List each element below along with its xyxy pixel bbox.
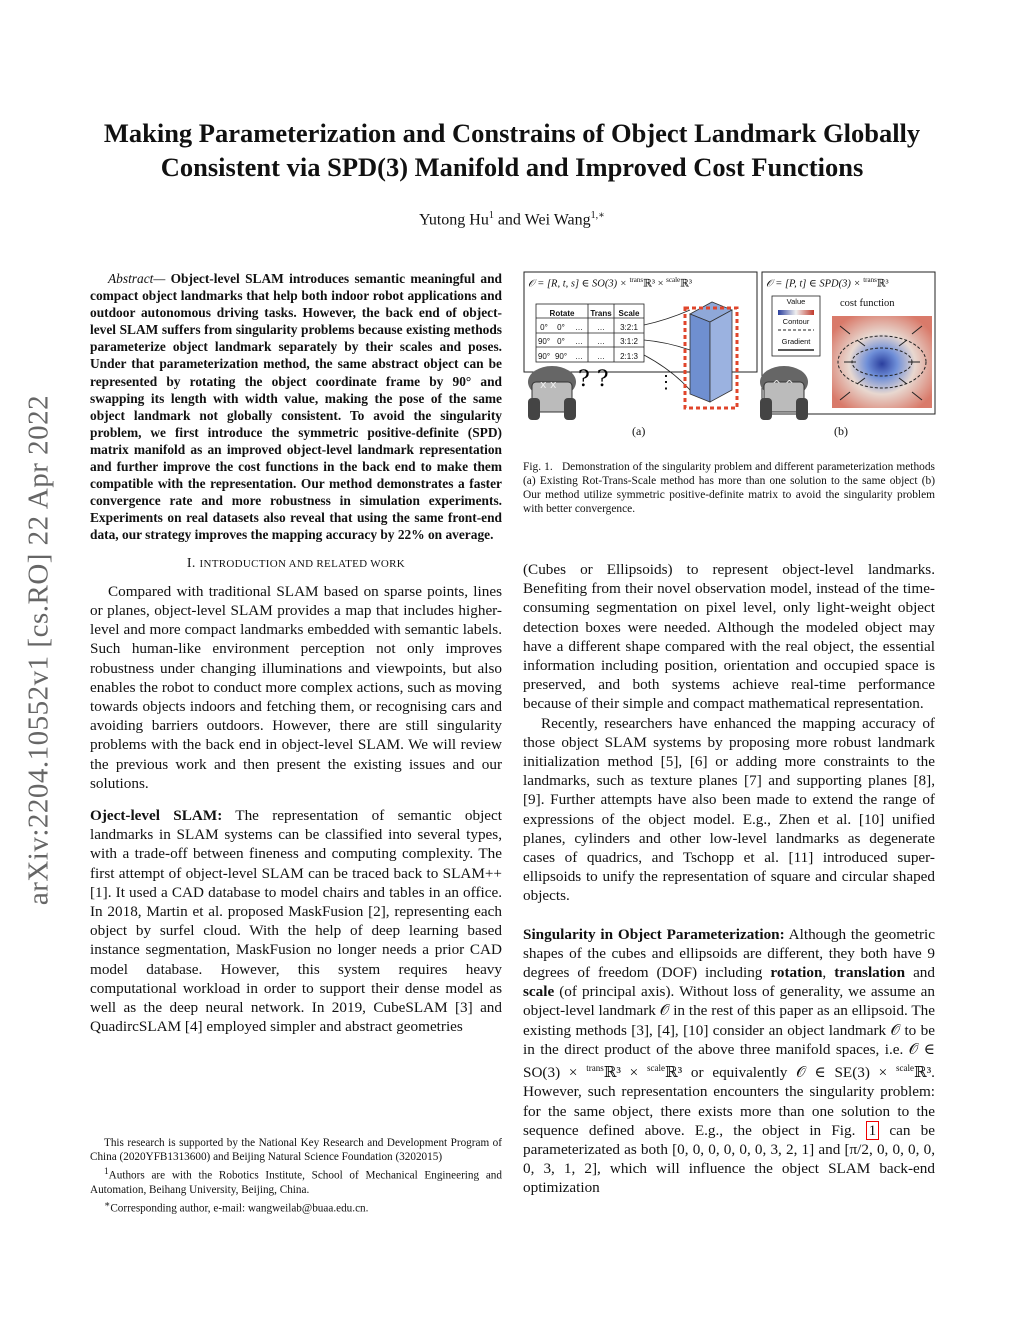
intro-paragraph-2 <box>90 806 502 1036</box>
title-line-1: Making Parameterization and Constrains of Object Landmark Globally <box>103 118 921 148</box>
section-1-title: INTRODUCTION AND RELATED WORK <box>199 557 406 570</box>
table-header-scale: Scale <box>618 308 640 318</box>
object-slam-heading: Oject-level SLAM: <box>90 806 223 824</box>
abstract-label: Abstract— <box>108 271 166 286</box>
table-cell: 90° <box>554 351 568 361</box>
panel-a-label: (a) <box>632 424 646 438</box>
singularity-paragraph <box>523 925 935 1198</box>
singularity-text-b: (of principal axis). Without loss of generality, we assume an object-level landmark 𝒪 in the rest of this paper as an ellipsoid. The existing methods [3], [4], [10] consider an object landmark 𝒪 to be in the direct product of the above three manifold spaces, i.e. 𝒪 ∈ SO(3) × <box>523 983 935 1082</box>
right-paragraph-2: Recently, researchers have enhanced the mapping accuracy of those object SLAM systems by proposing more robust landmark initialization method [5], [6] or adding more constraints to the landmarks, such as texture planes [7] and supporting planes [8], [9]. Further attempts have also been made to extend the range of expressions of the object model. E.g., Zhen et al. [10] unified planes, cylinders and other low-level landmarks as degenerate cases of quadrics, and Tschopp et al. [11] introduced super-ellipsoids to unify the representation of square and circular shaped objects. <box>523 714 935 905</box>
table-cell: 3:2:1 <box>620 322 638 332</box>
singularity-text-d: ℝ³ or equivalently 𝒪 ∈ SE(3) × <box>664 1064 896 1082</box>
left-column <box>90 270 502 1036</box>
author-list <box>80 210 944 229</box>
legend-gradient: Gradient <box>781 337 811 346</box>
legend-value: Value <box>786 297 806 306</box>
formula-a-main: 𝒪 = [R, t, s] ∈ SO(3) × <box>528 278 630 290</box>
and-word: and <box>905 964 935 982</box>
table-cell: 3:1:2 <box>620 337 638 347</box>
robot-right-icon <box>760 366 808 420</box>
sup-scale-2: scale <box>896 1063 914 1074</box>
cost-heatmap <box>832 316 932 408</box>
affiliation-footnote <box>90 1166 502 1197</box>
robot-left-icon <box>528 366 576 420</box>
table-cell: … <box>597 351 605 361</box>
table-header-rotate: Rotate <box>549 308 575 318</box>
figure-caption-text: Demonstration of the singularity problem and different parameterization methods (a) Existing Rot-Trans-Scale method has more than one solution to the same object (b) Our method utilize symmetric positive-definite matrix to avoid the singularity problem with better convergence. <box>523 461 935 515</box>
formula-a-r3: ℝ³ × <box>643 278 667 290</box>
table-row <box>536 349 644 364</box>
sup-scale: scale <box>646 1063 665 1074</box>
sup-trans: trans <box>586 1063 604 1074</box>
singularity-text-e: ℝ³. However, such representation encounters the singularity problem: for the same object, there exists more than one solution to the sequence defined above. E.g., the object in Fig. <box>523 1064 935 1139</box>
table-cell: … <box>597 322 605 332</box>
section-1-number: I. <box>186 555 200 571</box>
table-text <box>536 306 644 364</box>
term-translation: translation <box>834 964 906 982</box>
formula-b <box>766 276 889 291</box>
intro-paragraph-2-text: The representation of semantic object landmarks in SLAM systems can be classified into several types, with a trade-off between fineness and computing complexity. The first attempt of object-level SLAM can be traced back to SLAM++ [1]. It used a CAD database to model chairs and tables in an office. In 2018, Martin et al. proposed MaskFusion [2], representing each object by surfel cloud. With the help of deep learning based instance segmentation, MaskFusion no longer needs a prior CAD model database. However, this system requires heavy computational workload in order to support their dense model as well as the deep neural network. In 2019, CubeSLAM [3] and QuadircSLAM [4] employed simpler and abstract geometries <box>90 806 502 1036</box>
question-marks: ? ? <box>578 367 609 392</box>
table-cell: 90° <box>537 337 551 347</box>
author-2-affil: 1,∗ <box>590 210 605 221</box>
abstract <box>90 270 502 544</box>
singularity-text-a: Although the geometric shapes of the cubes and ellipsoids are different, they both have 9 degrees of freedom (DOF) including <box>523 925 936 982</box>
author-2: Wei Wang <box>524 211 591 229</box>
affiliation-mark: 1 <box>104 1167 109 1178</box>
table-cell: 90° <box>537 351 551 361</box>
table-row <box>536 335 644 350</box>
table-cell: 0° <box>557 322 565 332</box>
object-box <box>685 302 737 408</box>
corresponding-text: Corresponding author, e-mail: wangweilab@buaa.edu.cn. <box>110 1202 369 1215</box>
footnotes <box>90 1137 502 1216</box>
right-column <box>523 560 935 1198</box>
table-header-trans: Trans <box>590 308 612 318</box>
arxiv-sidebar <box>14 330 64 970</box>
legend-text <box>772 297 820 357</box>
formula-a-scale: scale <box>666 276 681 284</box>
section-heading-1 <box>90 554 502 574</box>
figure-reference-link[interactable]: 1 <box>866 1121 880 1140</box>
panel-b-label: (b) <box>834 424 848 438</box>
formula-b-trans: trans <box>863 276 877 284</box>
table-cell: 0° <box>540 322 548 332</box>
table-row <box>536 320 644 335</box>
table-cell: … <box>597 337 605 347</box>
figure-1-caption <box>523 460 935 516</box>
abstract-text: Object-level SLAM introduces semantic meaningful and compact object landmarks that help both indoor robot applications and outdoor autonomous driving tasks. However, the back end of object-level SLAM suffers from singularity problems because existing methods parameterize object landmark separately by their scales and poses. Under that parameterization method, the same abstract object can be represented by rotating the object coordinate frame by 90° and swapping its length with width value, making the pose of the same object landmark not globally consistent. To avoid the singularity problem, we first introduce the symmetric positive-definite (SPD) matrix manifold as an improved object-level landmark representation and further improve the cost functions in the back end to make them compatible with the representation. Our method demonstrates a faster convergence rate and more robustness in simulation experiments. Experiments on real datasets also reveal that using the same front-end data, our strategy improves the mapping accuracy by 22% on average. <box>90 271 502 543</box>
title-line-2: Consistent via SPD(3) Manifold and Improved Cost Functions <box>160 152 864 182</box>
term-scale: scale <box>523 983 555 1001</box>
arxiv-id: arXiv:2204.10552v1 [cs.RO] 22 Apr 2022 <box>22 394 55 906</box>
corresponding-mark: ∗ <box>104 1200 111 1211</box>
term-rotation: rotation <box>770 964 823 982</box>
figure-caption-label: Fig. 1. <box>523 461 553 473</box>
table-cell: … <box>575 322 583 332</box>
formula-a-trans: trans <box>629 276 644 284</box>
table-cell: … <box>575 351 583 361</box>
figure-1 <box>522 270 937 442</box>
singularity-text-f: can be parameterizated as both [0, 0, 0, 0, 0, 0, 3, 2, 1] and [π/2, 0, 0, 0, 0, 0, 3, 1, 2], which will influence the object SLAM back-end optimization <box>523 1121 935 1197</box>
vdots: ⋮ <box>657 372 675 393</box>
formula-b-main: 𝒪 = [P, t] ∈ SPD(3) × <box>766 278 864 290</box>
svg-text:x x: x x <box>540 378 557 391</box>
author-and: and <box>493 211 525 229</box>
table-header-row <box>536 306 644 320</box>
corresponding-footnote <box>90 1199 502 1216</box>
author-1: Yutong Hu <box>419 211 489 229</box>
legend-contour: Contour <box>782 317 810 326</box>
cost-function-label: cost function <box>840 298 895 309</box>
table-cell: 0° <box>557 337 565 347</box>
formula-b-r3: ℝ³ <box>876 278 889 290</box>
right-paragraph-1: (Cubes or Ellipsoids) to represent object-level landmarks. Benefiting from their novel observation model, instead of the time-consuming segmentation on pixel level, only light-weight object detection boxes were needed. Although the modeled object may have a different shape compared with the real object, the essential information including position, orientation and occupied space is preserved, and both systems achieve real-time performance because of their simple and compact mathematical representation. <box>523 561 935 713</box>
affiliation-text: Authors are with the Robotics Institute, School of Mechanical Engineering and Automation, Beihang University, Beijing, China. <box>90 1169 502 1196</box>
table-cell: … <box>575 337 583 347</box>
funding-footnote: This research is supported by the National Key Research and Development Program of China (2020YFB1313600) and Beijing Natural Science Foundation (3202015) <box>90 1137 502 1163</box>
paper-title <box>80 116 944 184</box>
formula-a <box>528 276 692 291</box>
formula-a-r3b: ℝ³ <box>680 278 693 290</box>
author-1-affil: 1 <box>488 210 494 221</box>
svg-text:^ ^: ^ ^ <box>772 378 794 391</box>
table-cell: 2:1:3 <box>620 351 638 361</box>
intro-paragraph-1: Compared with traditional SLAM based on sparse points, lines or planes, object-level SLAM provides a map that includes higher-level and more compact landmarks embedded with semantic labels. Such human-like environment perception not only improves robustness under changing illuminations and viewpoints, but also enables the robot to conduct more complex actions, such as moving towards objects indoors and fetching them, or recognising cars and avoiding barriers outdoors. However, there are still singularity problems with the back end in object-level SLAM. We will review the previous work and then present the existing issues and our solutions. <box>90 582 502 792</box>
comma: , <box>822 964 835 982</box>
singularity-heading: Singularity in Object Parameterization: <box>523 925 785 943</box>
singularity-text-c: ℝ³ × <box>603 1064 647 1082</box>
